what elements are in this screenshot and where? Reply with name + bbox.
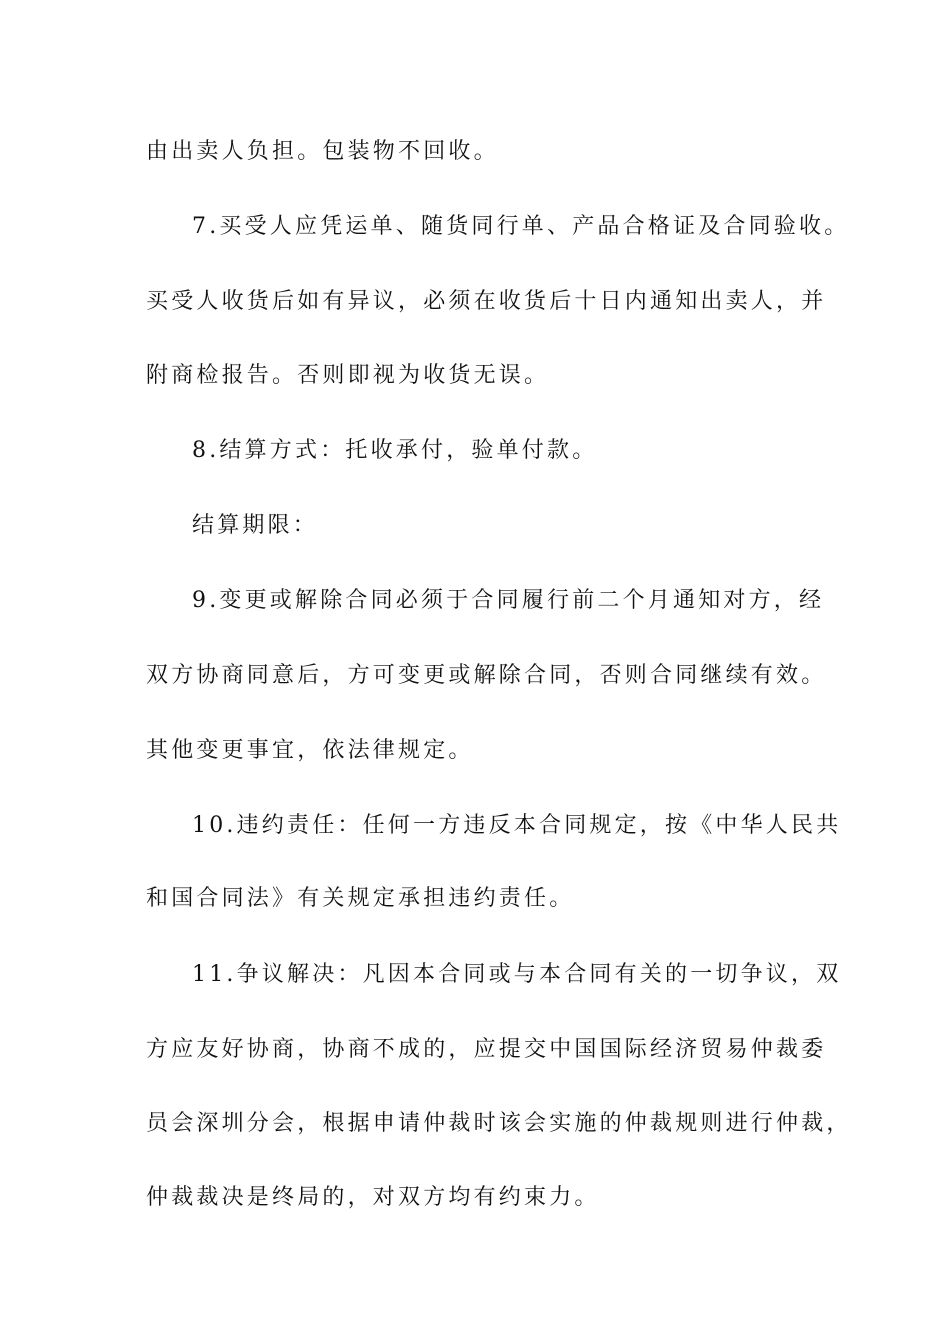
clause-8-settlement-method: 8.结算方式：托收承付，验单付款。: [192, 438, 598, 463]
clause-11-line-2: 方应友好协商，协商不成的，应提交中国国际经济贸易仲裁委: [146, 1037, 827, 1062]
text-line-packaging-cost: 由出卖人负担。包装物不回收。: [146, 139, 499, 164]
clause-9-line-3: 其他变更事宜，依法律规定。: [146, 738, 474, 763]
clause-7-line-2: 买受人收货后如有异议，必须在收货后十日内通知出卖人，并: [146, 289, 827, 314]
clause-11-line-3: 员会深圳分会，根据申请仲裁时该会实施的仲裁规则进行仲裁，: [146, 1111, 852, 1136]
clause-9-line-2: 双方协商同意后，方可变更或解除合同，否则合同继续有效。: [146, 663, 827, 688]
clause-10-line-2: 和国合同法》有关规定承担违约责任。: [146, 886, 575, 911]
clause-10-line-1: 10.违约责任：任何一方违反本合同规定，按《中华人民共: [192, 813, 842, 838]
clause-11-line-4: 仲裁裁决是终局的，对双方均有约束力。: [146, 1185, 600, 1210]
clause-7-line-3: 附商检报告。否则即视为收货无误。: [146, 363, 550, 388]
clause-8-settlement-period: 结算期限：: [192, 513, 319, 538]
clause-7-line-1: 7.买受人应凭运单、随货同行单、产品合格证及合同验收。: [192, 214, 850, 239]
clause-11-line-1: 11.争议解决：凡因本合同或与本合同有关的一切争议，双: [192, 962, 842, 987]
clause-9-line-1: 9.变更或解除合同必须于合同履行前二个月通知对方，经: [192, 588, 825, 613]
